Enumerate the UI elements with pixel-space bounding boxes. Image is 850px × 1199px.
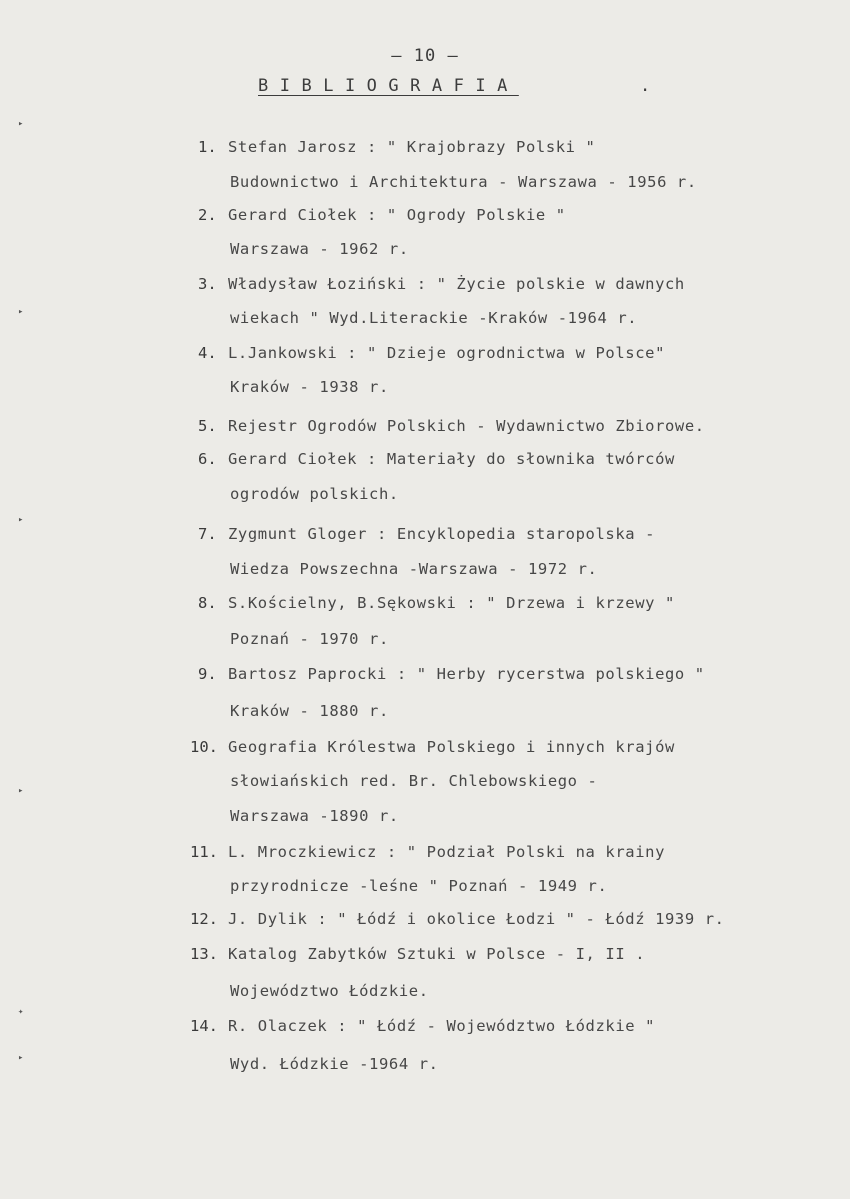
entry-line: J. Dylik : " Łódź i okolice Łodzi " - Łódź 1939 r. bbox=[228, 910, 725, 928]
entry-line: Województwo Łódzkie. bbox=[230, 982, 429, 1000]
entry-line: Warszawa - 1962 r. bbox=[230, 240, 409, 258]
entry-line: L.Jankowski : " Dzieje ogrodnictwa w Polsce" bbox=[228, 344, 665, 362]
entry-number: 4. bbox=[198, 344, 217, 362]
entry-line: słowiańskich red. Br. Chlebowskiego - bbox=[230, 772, 598, 790]
entry-number: 1. bbox=[198, 138, 217, 156]
entry-number: 5. bbox=[198, 417, 217, 435]
entry-number: 2. bbox=[198, 206, 217, 224]
entry-line: Budownictwo i Architektura - Warszawa - 1956 r. bbox=[230, 173, 697, 191]
entry-line: Wiedza Powszechna -Warszawa - 1972 r. bbox=[230, 560, 598, 578]
margin-mark: ✦ bbox=[18, 1007, 24, 1017]
entry-line: Stefan Jarosz : " Krajobrazy Polski " bbox=[228, 138, 596, 156]
page-title: BIBLIOGRAFIA bbox=[258, 76, 519, 96]
entry-number: 8. bbox=[198, 594, 217, 612]
margin-mark: ▸ bbox=[18, 786, 24, 796]
entry-number: 14. bbox=[190, 1017, 218, 1035]
margin-mark: ▸ bbox=[18, 307, 24, 317]
entry-number: 9. bbox=[198, 665, 217, 683]
entry-line: Rejestr Ogrodów Polskich - Wydawnictwo Zbiorowe. bbox=[228, 417, 705, 435]
entry-number: 11. bbox=[190, 843, 218, 861]
entry-line: L. Mroczkiewicz : " Podział Polski na krainy bbox=[228, 843, 665, 861]
entry-line: Wyd. Łódzkie -1964 r. bbox=[230, 1055, 439, 1073]
entry-number: 6. bbox=[198, 450, 217, 468]
entry-line: Kraków - 1938 r. bbox=[230, 378, 389, 396]
entry-number: 13. bbox=[190, 945, 218, 963]
entry-line: Gerard Ciołek : Materiały do słownika twórców bbox=[228, 450, 675, 468]
page-number: — 10 — bbox=[391, 46, 459, 66]
entry-line: S.Kościelny, B.Sękowski : " Drzewa i krzewy " bbox=[228, 594, 675, 612]
entry-line: wiekach " Wyd.Literackie -Kraków -1964 r. bbox=[230, 309, 638, 327]
entry-line: przyrodnicze -leśne " Poznań - 1949 r. bbox=[230, 877, 608, 895]
entry-number: 7. bbox=[198, 525, 217, 543]
entry-line: Poznań - 1970 r. bbox=[230, 630, 389, 648]
entry-number: 3. bbox=[198, 275, 217, 293]
entry-line: Gerard Ciołek : " Ogrody Polskie " bbox=[228, 206, 566, 224]
entry-number: 10. bbox=[190, 738, 218, 756]
entry-number: 12. bbox=[190, 910, 218, 928]
entry-line: ogrodów polskich. bbox=[230, 485, 399, 503]
entry-line: R. Olaczek : " Łódź - Województwo Łódzkie " bbox=[228, 1017, 656, 1035]
entry-line: Bartosz Paprocki : " Herby rycerstwa polskiego " bbox=[228, 665, 705, 683]
margin-mark: ▸ bbox=[18, 119, 24, 129]
page-title-period: . bbox=[640, 76, 651, 96]
entry-line: Kraków - 1880 r. bbox=[230, 702, 389, 720]
entry-line: Geografia Królestwa Polskiego i innych krajów bbox=[228, 738, 675, 756]
margin-mark: ▸ bbox=[18, 515, 24, 525]
entry-line: Zygmunt Gloger : Encyklopedia staropolska - bbox=[228, 525, 656, 543]
margin-mark: ▸ bbox=[18, 1053, 24, 1063]
entry-line: Katalog Zabytków Sztuki w Polsce - I, II . bbox=[228, 945, 646, 963]
entry-line: Władysław Łoziński : " Życie polskie w dawnych bbox=[228, 275, 685, 293]
entry-line: Warszawa -1890 r. bbox=[230, 807, 399, 825]
